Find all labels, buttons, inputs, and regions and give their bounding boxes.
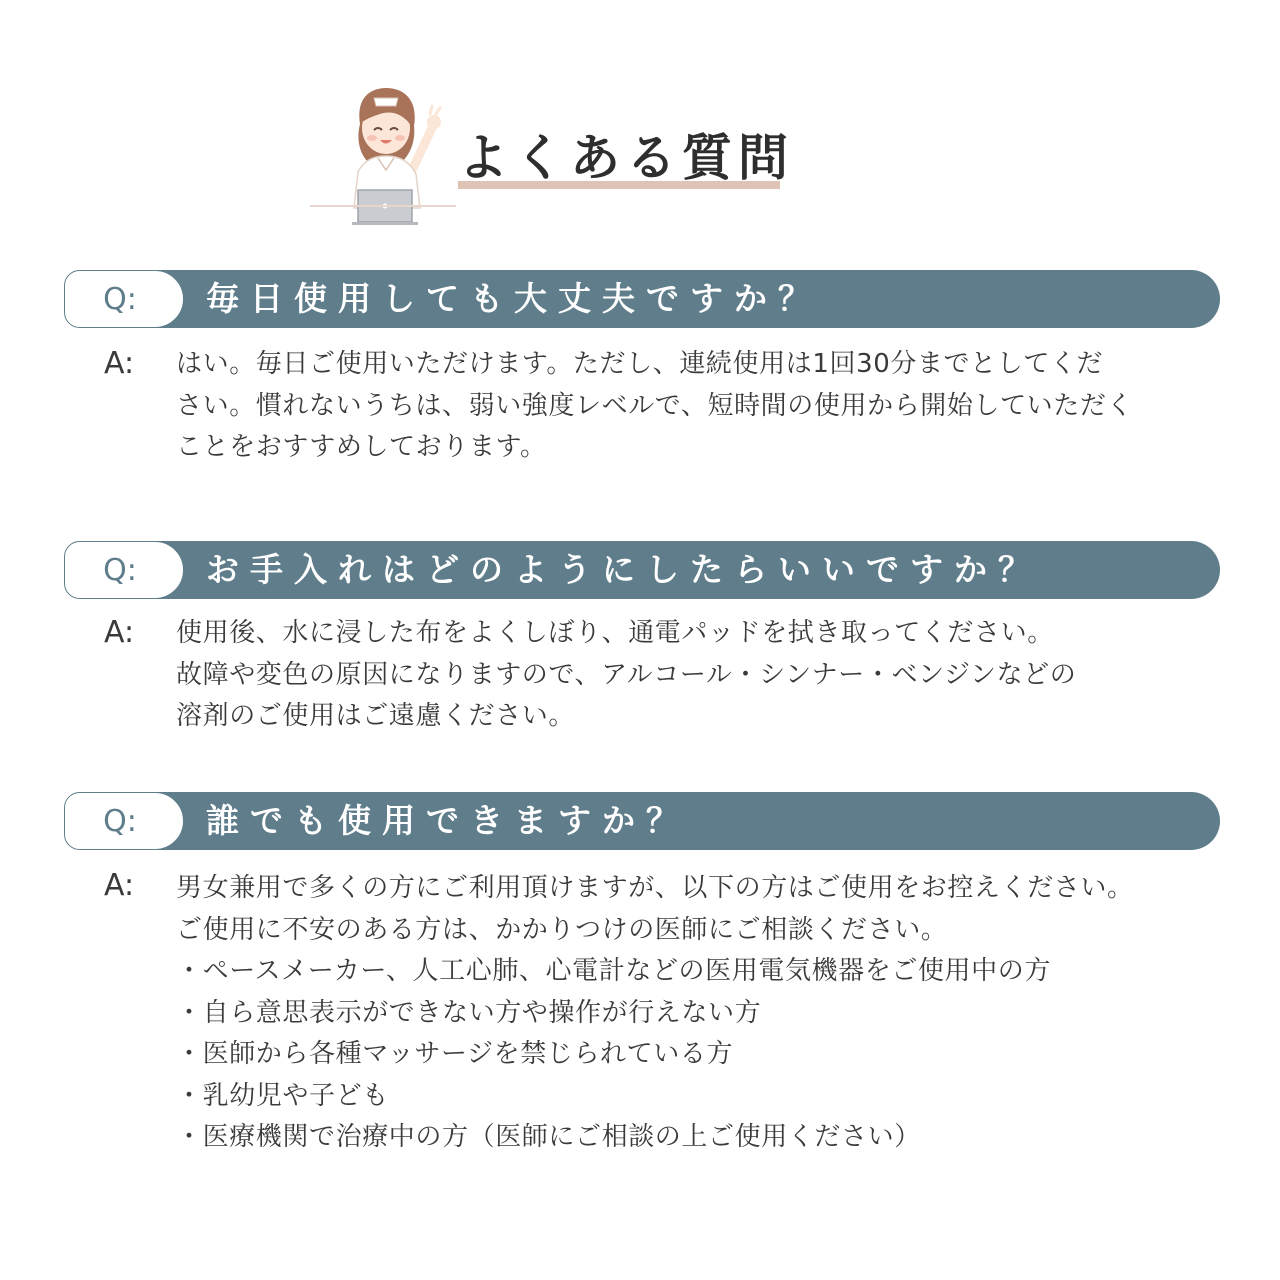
question-bar (64, 792, 1220, 850)
answer-text (176, 344, 1216, 469)
answer-line: 使用後、水に浸した布をよくしぼり、通電パッドを拭き取ってください。 (176, 618, 1054, 648)
question-bar (64, 270, 1220, 328)
a-label: A: (104, 615, 135, 650)
a-label: A: (104, 346, 135, 381)
q-label-pill (64, 792, 184, 850)
bullet-item: ・医師から各種マッサージを禁じられている方 (176, 1039, 734, 1069)
answer-line: 溶剤のご使用はご遠慮ください。 (176, 701, 576, 731)
q-label-pill (64, 541, 184, 599)
bullet-item: ・医療機関で治療中の方（医師にご相談の上ご使用ください） (176, 1122, 921, 1152)
answer-line: ご使用に不安のある方は、かかりつけの医師にご相談ください。 (176, 914, 948, 945)
faq-header (0, 0, 1280, 240)
q-label-pill (64, 270, 184, 328)
page-title: よくある質問 (458, 128, 794, 187)
bullet-item: ・乳幼児や子ども (176, 1080, 389, 1111)
question-text: 誰でも使用できますか？ (206, 801, 690, 840)
a-label: A: (104, 868, 135, 903)
answer-text (176, 613, 1216, 738)
header-baseline (310, 205, 456, 207)
question-text: お手入れはどのようにしたらいいですか？ (206, 550, 1042, 589)
answer-line: はい。毎日ご使用いただけます。ただし、連続使用は1回30分までとしてくだ (176, 349, 1104, 379)
answer-line: さい。慣れないうちは、弱い強度レベルで、短時間の使用から開始していただく (176, 390, 1134, 421)
answer-line: 故障や変色の原因になりますので、アルコール・シンナー・ベンジンなどの (176, 659, 1077, 690)
answer-text (176, 868, 1216, 1159)
answer-line: 男女兼用で多くの方にご利用頂けますが、以下の方はご使用をお控えください。 (176, 873, 1134, 903)
question-bar (64, 541, 1220, 599)
bullet-item: ・ペースメーカー、人工心肺、心電計などの医用電気機器をご使用中の方 (176, 956, 1051, 986)
bullet-item: ・自ら意思表示ができない方や操作が行えない方 (176, 997, 762, 1028)
q-label: Q: (103, 803, 137, 839)
q-label: Q: (103, 281, 137, 317)
q-label: Q: (103, 552, 137, 588)
answer-line: ことをおすすめしております。 (176, 432, 547, 462)
question-text: 毎日使用しても大丈夫ですか？ (206, 279, 822, 318)
